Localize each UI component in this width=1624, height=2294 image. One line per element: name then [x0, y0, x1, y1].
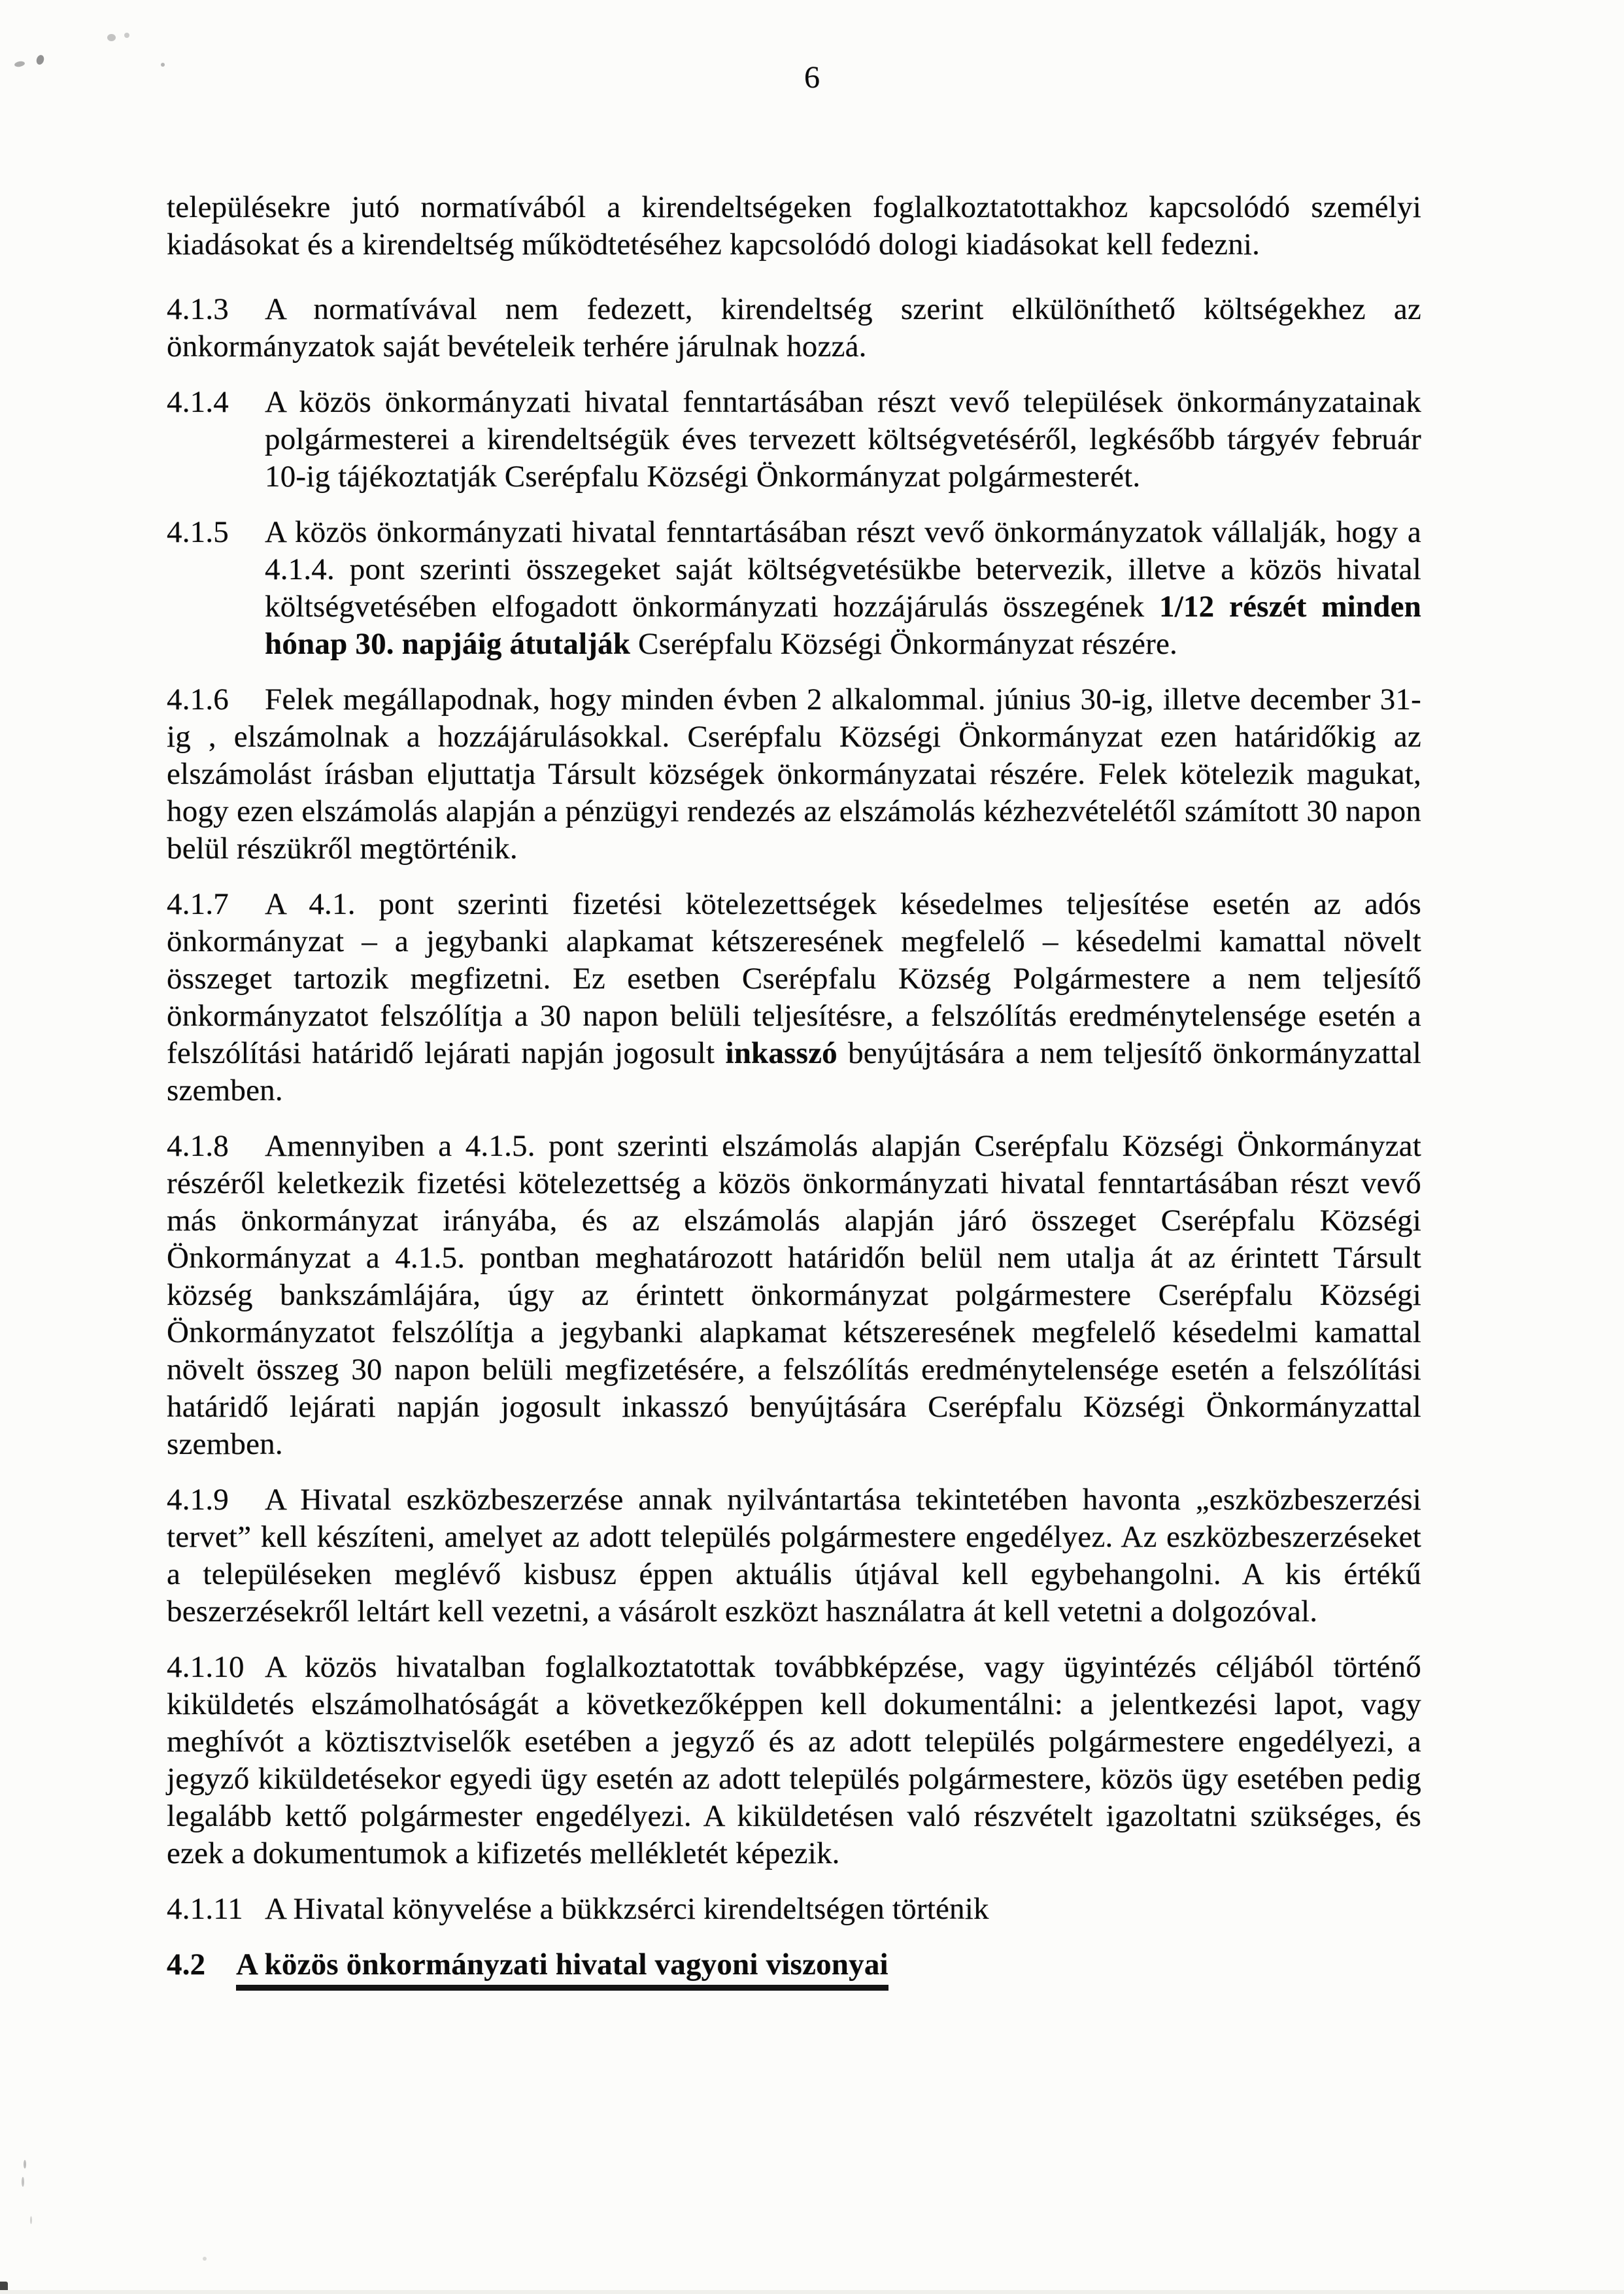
intro-paragraph: településekre jutó normatívából a kirendeltségeken foglalkoztatottakhoz kapcsolódó személyi kiadásokat és a kirendeltség működtetéséhez kapcsolódó dologi kiadásokat kell fedezni.: [167, 190, 1421, 261]
paragraph-number: 4.1.8: [167, 1129, 229, 1163]
heading-number: 4.2: [167, 1948, 206, 1982]
heading-title: A közös önkormányzati hivatal vagyoni viszonyai: [236, 1948, 888, 1991]
scan-speck: [30, 2216, 32, 2224]
paragraph-4-1-5: [167, 514, 1421, 663]
paragraph-text: A 4.1. pont szerinti fizetési kötelezettségek késedelmes teljesítése esetén az adós önkormányzat – a jegybanki alapkamat kétszeresének megfelelő – késedelmi kamattal növelt összeget tartozik megfizetni. Ez esetben Cserépfalu Község Polgármestere a nem teljesítő önkormányzatot felszólítja a 30 napon belüli teljesítésre, a felszólítás eredménytelensége esetén a felszólítási határidő lejárati napján jogosult: [167, 887, 1421, 1070]
paragraph-text: Felek megállapodnak, hogy minden évben 2 alkalommal. június 30-ig, illetve december 31-ig , elszámolnak a hozzájárulásokkal. Cserépfalu Községi Önkormányzat ezen határidőkig az elszámolást írásban eljuttatja Társult községek önkormányzatai részére. Felek kötelezik magukat, hogy ezen elszámolás alapján a pénzügyi rendezés az elszámolás kézhezvételétől számított 30 napon belül részükről megtörténik.: [167, 683, 1421, 866]
paragraph-text: A közös hivatalban foglalkoztatottak továbbképzése, vagy ügyintézés céljából történő kiküldetés elszámolhatóságát a következőképpen kell dokumentálni: a jelentkezési lapot, vagy meghívót a köztisztviselők esetében a jegyző és az adott település polgármestere engedélyezi, a jegyző kiküldetésekor egyedi ügy esetén az adott település polgármestere, közös ügy esetében pedig legalább kettő polgármester engedélyezi. A kiküldetésen való részvételt igazoltatni szükséges, és ezek a dokumentumok a kifizetés mellékletét képezik.: [167, 1650, 1421, 1870]
paragraph-number: 4.1.7: [167, 887, 229, 921]
paragraph-text: A normatívával nem fedezett, kirendeltség szerint elkülöníthető költségekhez az önkormányzatok saját bevételeik terhére járulnak hozzá.: [167, 292, 1421, 363]
scanner-edge-shadow: [0, 2290, 1624, 2294]
paragraph-text: A közös önkormányzati hivatal fenntartásában részt vevő települések önkormányzatainak polgármesterei a kirendeltségük éves tervezett költségvetéséről, legkésőbb tárgyév február 10-ig tájékoztatják Cserépfalu Községi Önkormányzat polgármesterét.: [265, 385, 1421, 494]
paragraph-number: 4.1.5: [167, 515, 229, 549]
paragraph-text: Amennyiben a 4.1.5. pont szerinti elszámolás alapján Cserépfalu Községi Önkormányzat részéről keletkezik fizetési kötelezettség a közös önkormányzati hivatal fenntartásában részt vevő más önkormányzat irányába, és az elszámolás alapján járó összeget Cserépfalu Községi Önkormányzat a 4.1.5. pontban meghatározott határidőn belül nem utalja át az érintett Társult község bankszámlájára, úgy az érintett önkormányzat polgármestere Cserépfalu Községi Önkormányzatot felszólítja a jegybanki alapkamat kétszeresének megfelelő késedelmi kamattal növelt összeg 30 napon belüli megfizetésére, a felszólítás eredménytelensége esetén a felszólítási határidő lejárati napján jogosult inkasszó benyújtására Cserépfalu Községi Önkormányzattal szemben.: [167, 1129, 1421, 1461]
scan-speck: [161, 63, 165, 67]
paragraph-text: A közös önkormányzati hivatal fenntartásában részt vevő önkormányzatok vállalják, hogy a 4.1.4. pont szerinti összegeket saját költségvetésükbe betervezik, illetve a közös hivatal költségvetésében elfogadott önkormányzati hozzájárulás összegének: [265, 515, 1421, 624]
scan-speck: [124, 33, 129, 38]
paragraph-text: A Hivatal eszközbeszerzése annak nyilvántartása tekintetében havonta „eszközbeszerzési tervet” kell készíteni, amelyet az adott település polgármestere engedélyez. Az eszközbeszerzéseket a településeken meglévő kisbusz éppen aktuális útjával kell egybehangolni. A kis értékű beszerzésekről leltárt kell vezetni, a vásárolt eszközt használatra át kell vetetni a dolgozóval.: [167, 1483, 1421, 1628]
section-heading-4-2: [167, 1946, 1421, 1983]
paragraph-number: 4.1.9: [167, 1483, 229, 1517]
paragraph-text: A Hivatal könyvelése a bükkzsérci kirendeltségen történik: [265, 1892, 989, 1926]
paragraph-number: 4.1.3: [167, 292, 229, 326]
paragraph-4-1-3: [167, 291, 1421, 365]
page-number: 6: [804, 60, 820, 95]
scan-speck: [107, 34, 116, 41]
paragraph-number: 4.1.6: [167, 683, 229, 717]
paragraph-number: 4.1.4: [167, 385, 229, 419]
paragraph-4-1-7: [167, 886, 1421, 1109]
paragraph-number: 4.1.11: [167, 1892, 243, 1926]
paragraph-4-1-4: [167, 384, 1421, 496]
scan-speck: [24, 2160, 26, 2168]
scan-speck: [22, 2177, 24, 2187]
paragraph-4-1-6: [167, 681, 1421, 868]
paragraph-text-bold: inkasszó: [725, 1036, 837, 1070]
paragraph-text: Cserépfalu Községi Önkormányzat részére.: [630, 627, 1177, 661]
paragraph-4-1-11: [167, 1891, 1421, 1928]
paragraph-text: benyújtására a nem teljesítő önkormányzattal szemben.: [167, 1036, 1421, 1107]
document-body: [167, 189, 1421, 1983]
paragraph-4-1-9: [167, 1481, 1421, 1630]
paragraph-text-bold: 1/12 részét minden hónap 30. napjáig átutalják: [265, 590, 1422, 661]
paragraph-4-1-10: [167, 1649, 1421, 1872]
paragraph-number: 4.1.10: [167, 1650, 245, 1684]
scan-speck: [203, 2257, 207, 2261]
paragraph-4-1-8: [167, 1128, 1421, 1463]
